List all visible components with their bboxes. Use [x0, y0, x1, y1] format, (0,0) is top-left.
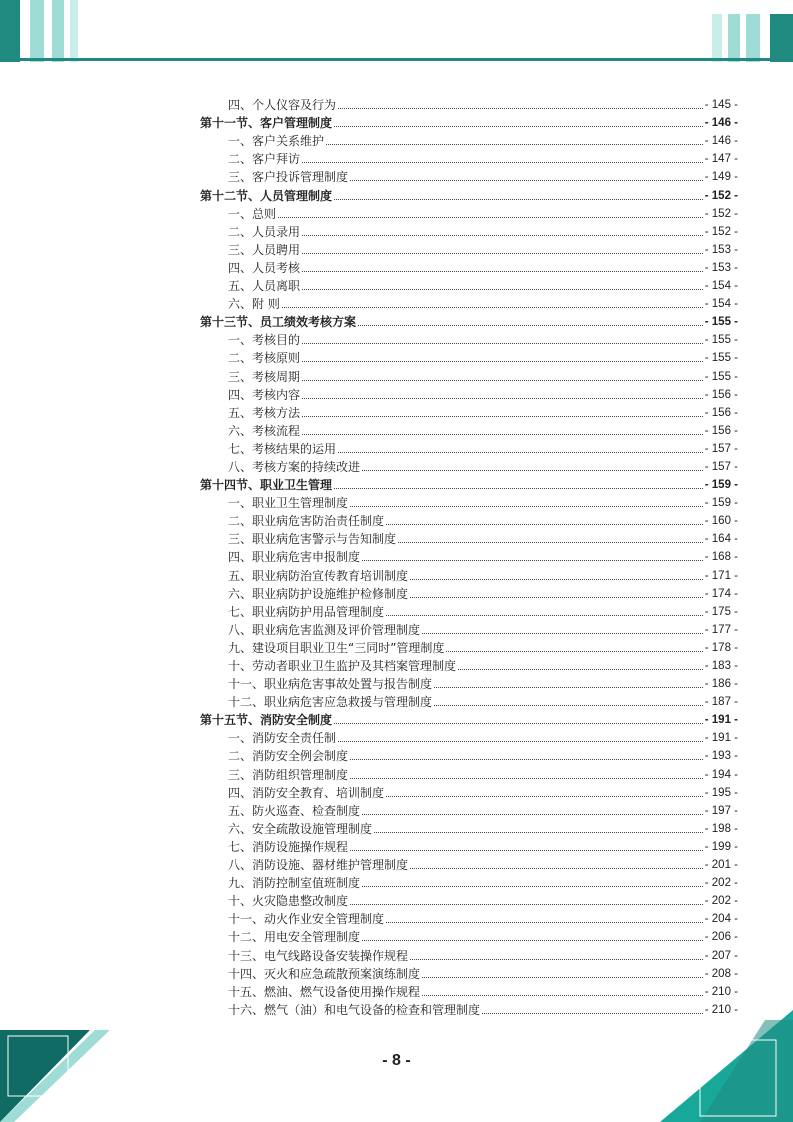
toc-entry-row[interactable]: [200, 386, 738, 404]
toc-entry-row[interactable]: [200, 223, 738, 241]
toc-section-row[interactable]: [200, 476, 738, 494]
toc-entry-row[interactable]: [200, 983, 738, 1001]
toc-dot-leader: [302, 162, 703, 163]
toc-entry-row[interactable]: [200, 802, 738, 820]
toc-entry-row[interactable]: [200, 241, 738, 259]
toc-dot-leader: [350, 759, 703, 760]
toc-entry-row[interactable]: [200, 874, 738, 892]
toc-entry-title: 第十二节、人员管理制度: [200, 188, 333, 203]
toc-dot-leader: [334, 488, 703, 489]
toc-entry-row[interactable]: [200, 856, 738, 874]
toc-dot-leader: [362, 560, 703, 561]
toc-dot-leader: [362, 940, 703, 941]
toc-entry-page: - 183 -: [704, 660, 738, 672]
toc-entry-page: - 207 -: [704, 949, 738, 962]
toc-dot-leader: [386, 922, 703, 923]
toc-dot-leader: [410, 579, 703, 580]
toc-dot-leader: [458, 669, 703, 670]
toc-entry-page: - 157 -: [704, 442, 738, 455]
toc-section-row[interactable]: [200, 711, 738, 729]
toc-entry-title: 七、考核结果的运用: [228, 441, 337, 456]
header-bar-right-1: [712, 14, 722, 62]
toc-entry-page: - 147 -: [704, 153, 738, 166]
toc-entry-row[interactable]: [200, 965, 738, 983]
header-bar-left-3: [52, 0, 64, 62]
toc-dot-leader: [422, 977, 703, 978]
toc-entry-title: 一、考核目的: [228, 333, 301, 348]
toc-entry-title: 十二、职业病危害应急救援与管理制度: [228, 695, 433, 710]
toc-dot-leader: [350, 904, 703, 905]
toc-entry-page: - 199 -: [704, 840, 738, 853]
toc-entry-page: - 178 -: [704, 641, 738, 654]
toc-entry-page: - 194 -: [704, 768, 738, 781]
toc-entry-page: - 197 -: [704, 804, 738, 817]
toc-entry-title: 六、附 则: [228, 297, 280, 312]
toc-entry-page: - 204 -: [704, 913, 738, 926]
toc-entry-page: - 155 -: [704, 352, 738, 365]
toc-dot-leader: [362, 814, 703, 815]
toc-entry-title: 五、人员离职: [228, 279, 301, 294]
toc-entry-title: 二、考核原则: [228, 351, 301, 366]
toc-dot-leader: [410, 597, 703, 598]
toc-dot-leader: [302, 416, 703, 417]
toc-entry-row[interactable]: [200, 440, 738, 458]
toc-entry-page: - 174 -: [704, 587, 738, 600]
toc-entry-row[interactable]: [200, 422, 738, 440]
toc-dot-leader: [302, 361, 703, 362]
toc-entry-page: - 155 -: [704, 316, 738, 329]
toc-entry-page: - 202 -: [704, 877, 738, 890]
toc-entry-row[interactable]: [200, 259, 738, 277]
toc-entry-title: 第十一节、客户管理制度: [200, 116, 333, 131]
toc-dot-leader: [422, 995, 703, 996]
toc-dot-leader: [282, 307, 703, 308]
toc-entry-row[interactable]: [200, 693, 738, 711]
toc-entry-row[interactable]: [200, 96, 738, 114]
header-bar-right-2: [728, 14, 740, 62]
toc-entry-page: - 153 -: [704, 261, 738, 274]
toc-entry-page: - 156 -: [704, 388, 738, 401]
toc-entry-title: 六、职业病防护设施维护检修制度: [228, 586, 409, 601]
toc-entry-title: 三、职业病危害警示与告知制度: [228, 532, 397, 547]
toc-entry-page: - 152 -: [704, 225, 738, 238]
header-bar-right-3: [746, 14, 760, 62]
toc-entry-page: - 187 -: [704, 696, 738, 709]
toc-entry-page: - 210 -: [704, 985, 738, 998]
toc-dot-leader: [422, 633, 703, 634]
toc-entry-row[interactable]: [200, 205, 738, 223]
toc-entry-title: 十、劳动者职业卫生监护及其档案管理制度: [228, 659, 457, 673]
toc-entry-page: - 186 -: [704, 678, 738, 691]
toc-entry-row[interactable]: [200, 585, 738, 603]
toc-dot-leader: [302, 380, 703, 381]
toc-entry-title: 四、职业病危害申报制度: [228, 550, 361, 565]
toc-entry-page: - 198 -: [704, 822, 738, 835]
toc-entry-page: - 159 -: [704, 479, 738, 492]
toc-entry-row[interactable]: [200, 621, 738, 639]
toc-entry-row[interactable]: [200, 729, 738, 747]
toc-dot-leader: [358, 325, 703, 326]
toc-dot-leader: [334, 723, 703, 724]
toc-entry-page: - 156 -: [704, 424, 738, 437]
toc-dot-leader: [334, 199, 703, 200]
toc-entry-row[interactable]: [200, 331, 738, 349]
toc-dot-leader: [362, 886, 703, 887]
toc-entry-title: 三、考核周期: [228, 369, 301, 384]
toc-dot-leader: [302, 434, 703, 435]
toc-entry-row[interactable]: [200, 892, 738, 910]
toc-entry-title: 七、职业病防护用品管理制度: [228, 604, 385, 619]
toc-dot-leader: [350, 506, 703, 507]
toc-entry-title: 三、客户投诉管理制度: [228, 170, 349, 185]
toc-entry-title: 十一、动火作业安全管理制度: [228, 912, 385, 927]
toc-entry-page: - 152 -: [704, 207, 738, 220]
toc-dot-leader: [398, 542, 703, 543]
toc-entry-title: 第十五节、消防安全制度: [200, 713, 333, 728]
toc-entry-page: - 210 -: [704, 1003, 738, 1016]
toc-entry-title: 九、建设项目职业卫生“三同时”管理制度: [228, 640, 445, 655]
toc-entry-row[interactable]: [200, 784, 738, 802]
toc-entry-title: 八、职业病危害监测及评价管理制度: [228, 622, 421, 637]
toc-entry-row[interactable]: [200, 458, 738, 476]
toc-entry-page: - 160 -: [704, 515, 738, 528]
toc-entry-title: 十四、灭火和应急疏散预案演练制度: [228, 966, 421, 981]
toc-entry-page: - 156 -: [704, 406, 738, 419]
toc-entry-page: - 145 -: [704, 99, 738, 112]
toc-entry-title: 一、消防安全责任制: [228, 731, 337, 746]
toc-entry-page: - 171 -: [704, 569, 738, 582]
toc-entry-page: - 154 -: [704, 298, 738, 311]
toc-entry-row[interactable]: [200, 150, 738, 168]
table-of-contents: [200, 96, 738, 1019]
toc-entry-row[interactable]: [200, 404, 738, 422]
toc-entry-row[interactable]: [200, 928, 738, 946]
toc-dot-leader: [302, 235, 703, 236]
toc-entry-title: 第十三节、员工绩效考核方案: [200, 315, 357, 330]
toc-entry-title: 三、人员聘用: [228, 242, 301, 257]
toc-entry-page: - 201 -: [704, 859, 738, 872]
toc-entry-row[interactable]: [200, 639, 738, 657]
toc-entry-page: - 168 -: [704, 551, 738, 564]
toc-entry-page: - 177 -: [704, 623, 738, 636]
toc-dot-leader: [302, 289, 703, 290]
toc-dot-leader: [302, 398, 703, 399]
toc-dot-leader: [434, 687, 703, 688]
toc-entry-row[interactable]: [200, 548, 738, 566]
toc-entry-title: 十一、职业病危害事故处置与报告制度: [228, 677, 433, 692]
toc-dot-leader: [278, 217, 703, 218]
toc-dot-leader: [362, 470, 703, 471]
toc-entry-title: 四、个人仪容及行为: [228, 98, 337, 113]
toc-entry-title: 二、人员录用: [228, 224, 301, 239]
toc-entry-page: - 152 -: [704, 189, 738, 202]
toc-entry-title: 四、考核内容: [228, 387, 301, 402]
toc-dot-leader: [386, 615, 703, 616]
toc-entry-page: - 159 -: [704, 497, 738, 510]
toc-entry-row[interactable]: [200, 494, 738, 512]
header-bar-right-4: [770, 14, 793, 62]
toc-entry-title: 十五、燃油、燃气设备使用操作规程: [228, 984, 421, 999]
toc-entry-page: - 191 -: [704, 714, 738, 727]
toc-entry-title: 一、职业卫生管理制度: [228, 496, 349, 511]
toc-dot-leader: [326, 144, 703, 145]
toc-entry-title: 六、安全疏散设施管理制度: [228, 821, 373, 836]
toc-entry-row[interactable]: [200, 603, 738, 621]
toc-dot-leader: [302, 253, 703, 254]
footer-left-triangle: [0, 1030, 90, 1122]
toc-entry-title: 六、考核流程: [228, 423, 301, 438]
toc-entry-title: 二、消防安全例会制度: [228, 749, 349, 764]
toc-dot-leader: [302, 343, 703, 344]
toc-entry-page: - 146 -: [704, 117, 738, 130]
toc-dot-leader: [434, 705, 703, 706]
toc-dot-leader: [350, 778, 703, 779]
toc-dot-leader: [410, 868, 703, 869]
toc-entry-row[interactable]: [200, 910, 738, 928]
toc-entry-row[interactable]: [200, 132, 738, 150]
toc-entry-row[interactable]: [200, 530, 738, 548]
toc-entry-page: - 155 -: [704, 370, 738, 383]
toc-entry-row[interactable]: [200, 946, 738, 964]
toc-dot-leader: [338, 452, 703, 453]
toc-entry-page: - 206 -: [704, 931, 738, 944]
header-bar-left-2: [30, 0, 44, 62]
toc-entry-page: - 146 -: [704, 135, 738, 148]
toc-entry-title: 第十四节、职业卫生管理: [200, 478, 333, 493]
toc-entry-row[interactable]: [200, 820, 738, 838]
toc-entry-row[interactable]: [200, 657, 738, 675]
toc-entry-page: - 195 -: [704, 786, 738, 799]
toc-entry-title: 三、消防组织管理制度: [228, 767, 349, 782]
toc-entry-page: - 155 -: [704, 334, 738, 347]
toc-entry-page: - 175 -: [704, 605, 738, 618]
toc-entry-row[interactable]: [200, 675, 738, 693]
toc-entry-page: - 208 -: [704, 967, 738, 980]
toc-entry-page: - 154 -: [704, 280, 738, 293]
header-rule: [0, 58, 793, 61]
toc-entry-row[interactable]: [200, 367, 738, 385]
toc-dot-leader: [338, 108, 703, 109]
toc-entry-page: - 164 -: [704, 533, 738, 546]
toc-section-row[interactable]: [200, 313, 738, 331]
header-bar-left-4: [70, 0, 78, 62]
toc-entry-row[interactable]: [200, 168, 738, 186]
toc-dot-leader: [334, 126, 703, 127]
toc-entry-page: - 202 -: [704, 895, 738, 908]
toc-entry-title: 九、消防控制室值班制度: [228, 876, 361, 891]
toc-entry-title: 四、人员考核: [228, 260, 301, 275]
toc-entry-title: 一、客户关系维护: [228, 134, 325, 149]
toc-entry-title: 八、考核方案的持续改进: [228, 459, 361, 474]
toc-entry-title: 一、总则: [228, 206, 277, 221]
toc-entry-row[interactable]: [200, 747, 738, 765]
page-number: - 8 -: [382, 1052, 411, 1069]
toc-entry-title: 二、客户拜访: [228, 152, 301, 167]
toc-entry-page: - 157 -: [704, 460, 738, 473]
toc-section-row[interactable]: [200, 186, 738, 204]
toc-dot-leader: [446, 651, 702, 652]
toc-entry-title: 八、消防设施、器材维护管理制度: [228, 858, 409, 873]
toc-dot-leader: [374, 832, 703, 833]
toc-dot-leader: [410, 959, 703, 960]
toc-entry-title: 五、考核方法: [228, 405, 301, 420]
toc-entry-title: 十三、电气线路设备安装操作规程: [228, 948, 409, 963]
toc-dot-leader: [350, 180, 703, 181]
toc-entry-page: - 149 -: [704, 171, 738, 184]
toc-entry-row[interactable]: [200, 349, 738, 367]
toc-entry-title: 四、消防安全教育、培训制度: [228, 785, 385, 800]
toc-dot-leader: [386, 796, 703, 797]
toc-entry-title: 十、火灾隐患整改制度: [228, 894, 349, 909]
header-bar-left-1: [0, 0, 20, 62]
toc-entry-row[interactable]: [200, 566, 738, 584]
toc-entry-title: 五、职业病防治宣传教育培训制度: [228, 568, 409, 583]
toc-entry-row[interactable]: [200, 295, 738, 313]
toc-dot-leader: [350, 850, 703, 851]
toc-dot-leader: [338, 741, 703, 742]
toc-dot-leader: [302, 271, 703, 272]
toc-entry-page: - 153 -: [704, 243, 738, 256]
toc-entry-title: 七、消防设施操作规程: [228, 839, 349, 854]
toc-entry-title: 五、防火巡查、检查制度: [228, 803, 361, 818]
toc-entry-title: 二、职业病危害防治责任制度: [228, 514, 385, 529]
toc-entry-page: - 193 -: [704, 750, 738, 763]
toc-entry-row[interactable]: [200, 512, 738, 530]
toc-entry-title: 十二、用电安全管理制度: [228, 930, 361, 945]
toc-section-row[interactable]: [200, 114, 738, 132]
toc-entry-row[interactable]: [200, 277, 738, 295]
toc-entry-page: - 191 -: [704, 732, 738, 745]
footer-right-triangle-light: [700, 1020, 793, 1122]
toc-entry-title: 十六、燃气（油）和电气设备的检查和管理制度: [228, 1002, 481, 1017]
toc-dot-leader: [386, 524, 703, 525]
toc-entry-row[interactable]: [200, 838, 738, 856]
toc-entry-row[interactable]: [200, 765, 738, 783]
